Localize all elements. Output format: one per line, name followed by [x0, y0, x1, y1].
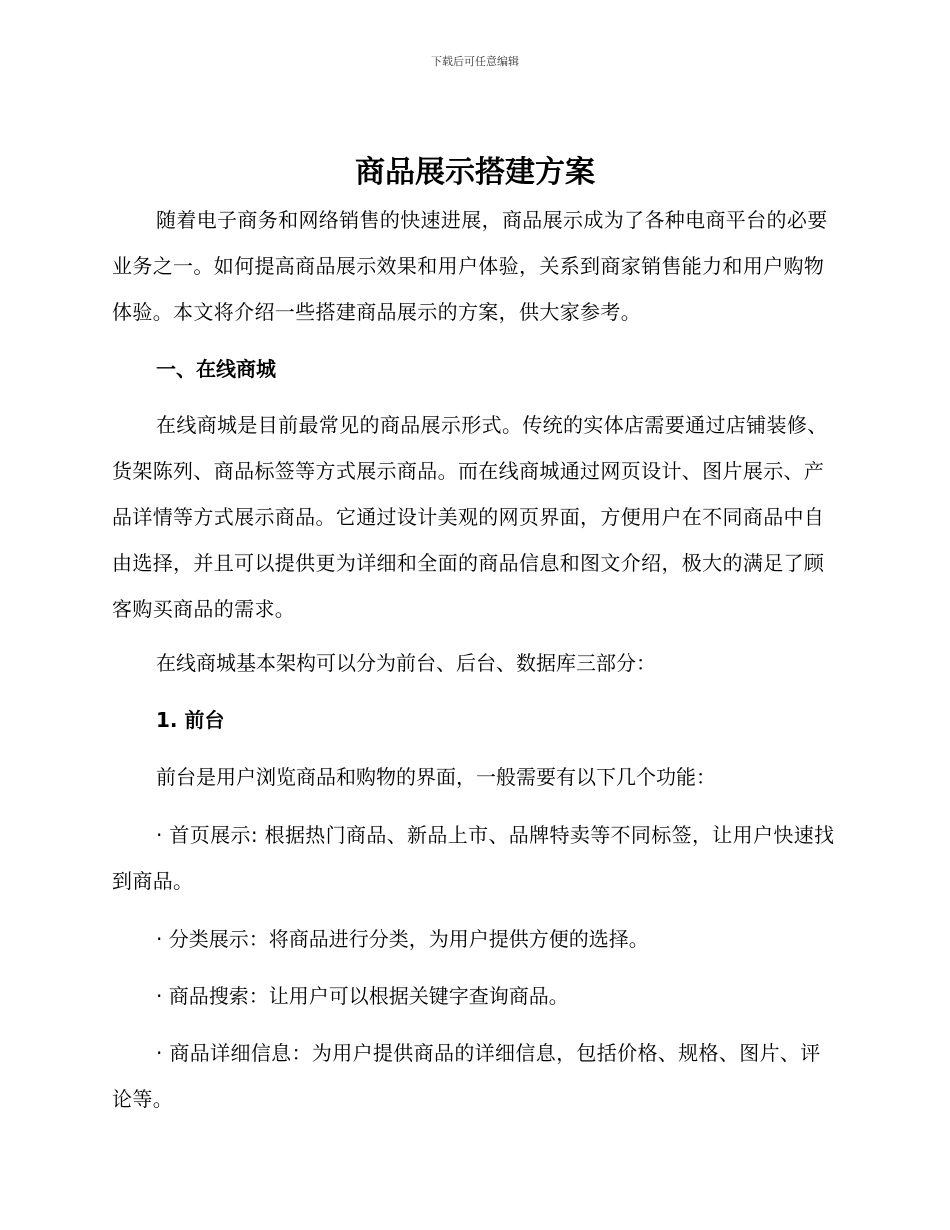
intro-paragraph: 随着电子商务和网络销售的快速进展，商品展示成为了各种电商平台的必要业务之一。如何提高商品展示效果和用户体验，关系到商家销售能力和用户购物体验。本文将介绍一些搭建商品展示的方案，供大家参考。 [112, 208, 828, 324]
document-title: 商品展示搭建方案 [355, 155, 595, 190]
subsection-heading-frontend: 1. 前台 [156, 708, 225, 732]
header-note: 下载后可任意编辑 [431, 55, 519, 68]
architecture-paragraph: 在线商城基本架构可以分为前台、后台、数据库三部分： [156, 651, 656, 675]
frontend-intro-paragraph: 前台是用户浏览商品和购物的界面，一般需要有以下几个功能： [156, 765, 716, 789]
list-item: · 商品详细信息：为用户提供商品的详细信息，包括价格、规格、图片、评论等。 [112, 1041, 821, 1111]
online-mall-paragraph: 在线商城是目前最常见的商品展示形式。传统的实体店需要通过店铺装修、货架陈列、商品标签等方式展示商品。而在线商城通过网页设计、图片展示、产品详情等方式展示商品。它通过设计美观的网页界面，方便用户在不同商品中自由选择，并且可以提供更为详细和全面的商品信息和图文介绍，极大的满足了顾客购买商品的需求。 [112, 413, 828, 621]
section-heading-online-mall: 一、在线商城 [156, 357, 276, 381]
list-item: · 分类展示：将商品进行分类，为用户提供方便的选择。 [156, 927, 649, 951]
list-item: · 商品搜索：让用户可以根据关键字查询商品。 [156, 984, 569, 1008]
list-item: · 首页展示: 根据热门商品、新品上市、品牌特卖等不同标签，让用户快速找到商品。 [112, 823, 835, 893]
